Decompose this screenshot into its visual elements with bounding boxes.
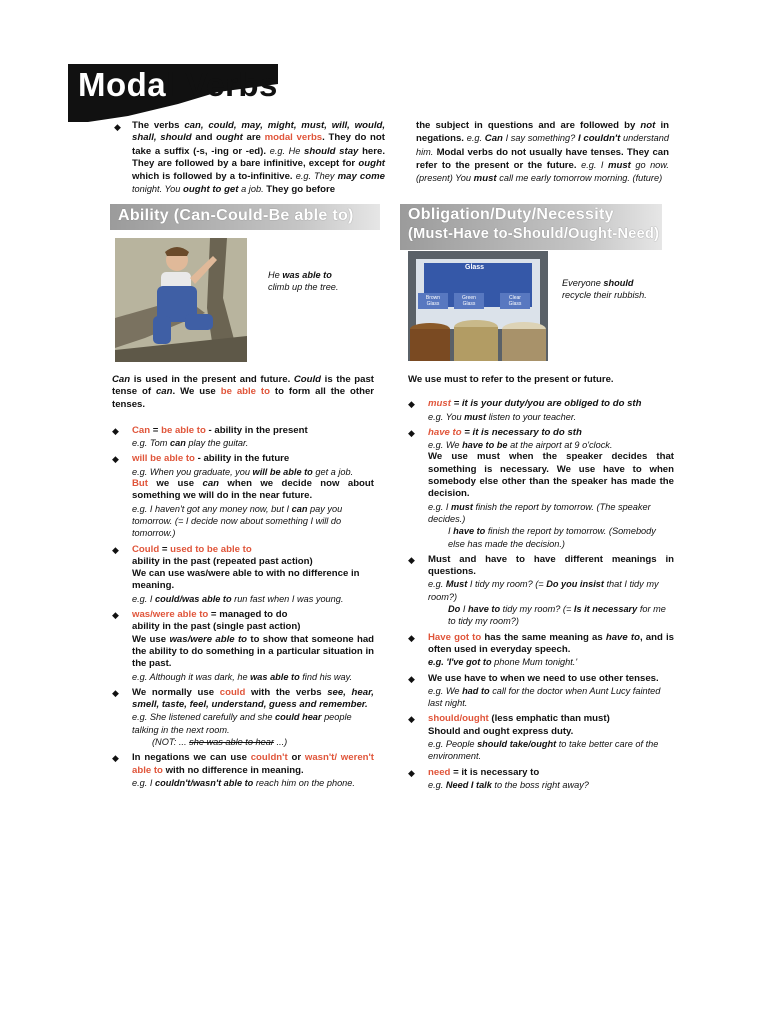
ability-item-negations: ◆ In negations we can use couldn't or wasn't/ weren't able to with no difference in meaning. e.g. I couldn't/wasn't able to reach him on the phone. — [112, 752, 375, 788]
diamond-bullet-icon: ◆ — [114, 122, 121, 132]
ability-lead: Can is used in the present and future. Could is the past tense of can. We use be able to to form all the other tenses. — [112, 374, 375, 410]
intro-right: the subject in questions and are followed by not in negations. e.g. Can I say something? I couldn't understand him. Modal verbs do not usually have tenses. They can refer to the present or the future. e.g. I must go now. (present) You must call me early tomorrow morning. (future) — [416, 120, 670, 185]
obligation-item-questions: ◆ Must and have to have different meanings in questions. e.g. Must I tidy my room? (= Do you insist that I tidy my room?) Do I have to tidy my room? (= Is it necessary for me to tidy my room?) — [408, 553, 674, 627]
diamond-bullet-icon: ◆ — [112, 544, 119, 555]
obligation-item-have-got-to: ◆ Have got to has the same meaning as have to, and is often used in everyday speech. e.g. 'I've got to phone Mum tonight.' — [408, 631, 674, 668]
recycling-bins-photo — [408, 251, 548, 361]
obligation-item-other-tenses: ◆ We use have to when we need to use other tenses. e.g. We had to call for the doctor when Aunt Lucy fainted last night. — [408, 672, 661, 709]
diamond-bullet-icon: ◆ — [408, 673, 415, 684]
boy-climbing-tree-photo — [115, 238, 247, 362]
obligation-heading-band — [400, 204, 662, 250]
ability-item-could-senses: ◆ We normally use could with the verbs see, hear, smell, taste, feel, understand, guess and remember. e.g. She listened carefully and she could hear people talking in the next room. (NOT: ... she was able to hear ...) — [112, 686, 374, 748]
diamond-bullet-icon: ◆ — [112, 425, 119, 436]
diamond-bullet-icon: ◆ — [408, 427, 415, 438]
ability-item-will-be-able-to: ◆ will be able to - ability in the future e.g. When you graduate, you will be able to get a job. But we use can when we decide now about something we will do in the near future. e.g. I haven't got any money now, but I can pay you tomorrow. (= I decide now about something I will do tomorrow.) — [112, 453, 374, 539]
obligation-photo-caption: Everyone should recycle their rubbish. — [562, 278, 647, 300]
diamond-bullet-icon: ◆ — [112, 610, 119, 621]
obligation-item-need: ◆ need = it is necessary to e.g. Need I talk to the boss right away? — [408, 766, 589, 790]
page-title: Modal Verbs — [78, 66, 278, 103]
ability-column — [112, 374, 374, 793]
obligation-heading-line1: Obligation/Duty/Necessity — [408, 206, 614, 223]
obligation-column — [408, 374, 674, 795]
diamond-bullet-icon: ◆ — [112, 687, 119, 698]
recycling-sign-title: Glass — [465, 264, 485, 271]
diamond-bullet-icon: ◆ — [112, 753, 119, 764]
diamond-bullet-icon: ◆ — [408, 714, 415, 725]
ability-item-was-were-able-to: ◆ was/were able to = managed to do ability in the past (single past action) We use was/were able to to show that someone had the ability to do something in a particular situation in the past. e.g. Although it was dark, he was able to find his way. — [112, 609, 375, 682]
ability-item-could: ◆ Could = used to be able to ability in the past (repeated past action) We can use was/were able to with no difference in meaning. e.g. I could/was able to run fast when I was young. — [112, 543, 360, 604]
intro-left: ◆ The verbs can, could, may, might, must, will, would, shall, should and ought are modal verbs. They do not take a suffix (-s, -ing or -ed). e.g. He should stay here. They are followed by a bare infinitive, except for ought which is followed by a to-infinitive. e.g. They may come tonight. You ought to get a job. They go before — [114, 120, 386, 196]
recycling-bin-label: Green Glass — [462, 295, 476, 307]
ability-photo-caption: He was able to climb up the tree. — [268, 270, 339, 292]
ability-heading: Ability (Can-Could-Be able to) — [118, 207, 354, 224]
obligation-item-should-ought: ◆ should/ought (less emphatic than must) Should and ought express duty. e.g. People should take/ought to take better care of the environment. — [408, 713, 659, 762]
ability-heading-band — [110, 204, 380, 230]
obligation-heading-line2: (Must-Have to-Should/Ought-Need) — [408, 226, 660, 242]
obligation-item-have-to: ◆ have to = it is necessary to do sth e.g. We have to be at the airport at 9 o'clock. We use must when the speaker decides that something is necessary. We use have to when somebody else other than the speaker has made the decision. e.g. I must finish the report by tomorrow. (The speaker decides.) I have to finish the report by tomorrow. (Somebody else has made the decision.) — [408, 426, 674, 549]
obligation-item-must: ◆ must = it is your duty/you are obliged to do sth e.g. You must listen to your teacher. — [408, 398, 642, 422]
diamond-bullet-icon: ◆ — [408, 399, 415, 410]
recycling-bin-label: Brown Glass — [425, 295, 441, 307]
diamond-bullet-icon: ◆ — [112, 454, 119, 465]
ability-item-can: ◆ Can = be able to - ability in the present e.g. Tom can play the guitar. — [112, 424, 308, 449]
recycling-bin-label: Clear Glass — [508, 295, 522, 307]
diamond-bullet-icon: ◆ — [408, 632, 415, 643]
diamond-bullet-icon: ◆ — [408, 554, 415, 565]
diamond-bullet-icon: ◆ — [408, 767, 415, 778]
obligation-lead: We use must to refer to the present or future. — [408, 374, 614, 385]
title-banner — [68, 64, 294, 122]
